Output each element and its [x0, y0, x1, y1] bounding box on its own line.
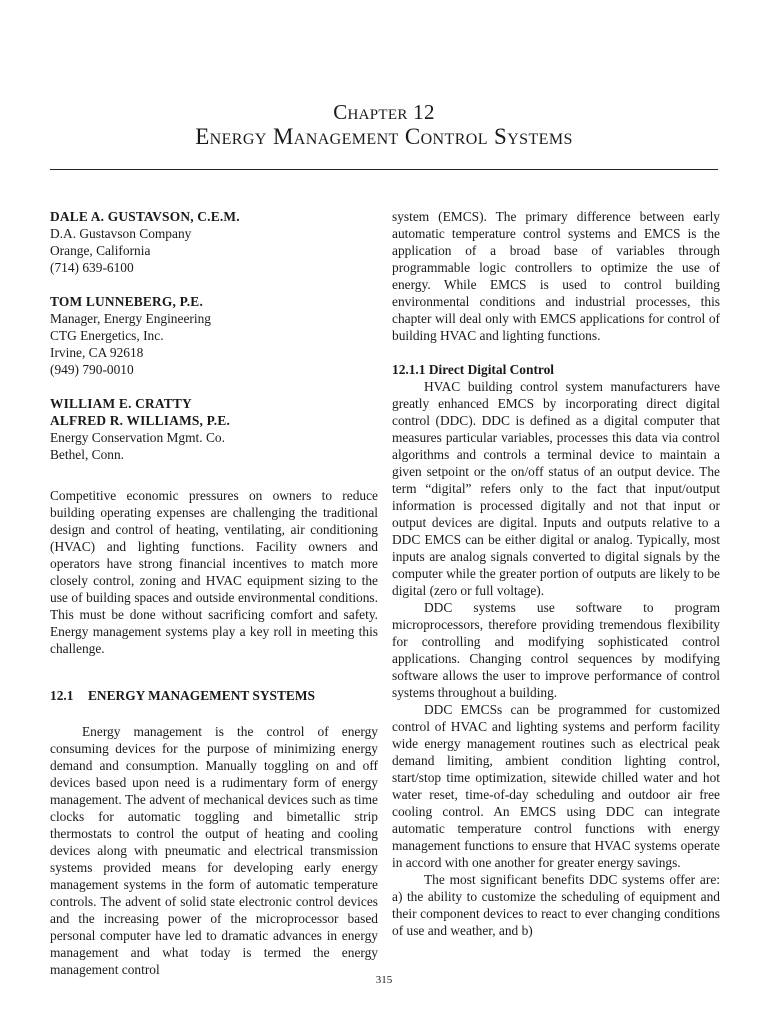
body-paragraph: DDC systems use software to program microprocessors, therefore providing tremendous flexibility for controlling and modifying sophisticated control applications. Changing control sequences by modifying software allows the user to improve performance of control systems throughout a building.: [392, 600, 720, 700]
section-paragraph: Energy management is the control of energy consuming devices for the purpose of minimizing energy demand and consumption. Manually toggling on and off devices based upon need is a rudimentary form of energy management. The advent of mechanical devices such as time clocks for automatic toggling and bimetallic strip thermostats to control the output of heating and cooling devices along with pneumatic and electrical transmission systems provided means for developing early energy management systems in the form of automatic temperature controls. The advent of solid state electronic control devices and the increasing power of the microprocessor based personal computer have led to dramatic advances in energy management and what today is termed the energy management control: [50, 724, 378, 977]
author-title: Manager, Energy Engineering: [50, 311, 211, 326]
left-column: [50, 208, 378, 978]
author-name: WILLIAM E. CRATTY: [50, 396, 192, 411]
section-number: 12.1: [50, 688, 74, 703]
chapter-title: Energy Management Control Systems: [195, 124, 573, 149]
author-affiliation: CTG Energetics, Inc.: [50, 328, 164, 343]
subsection-heading: 12.1.1 Direct Digital Control: [392, 362, 555, 377]
author-block-2: [50, 293, 378, 378]
section-heading: [50, 687, 378, 704]
author-phone: (714) 639-6100: [50, 260, 134, 275]
body-paragraph: The most significant benefits DDC systems offer are: a) the ability to customize the scheduling of equipment and their component devices to react to ever changing conditions of use and weather, and b): [392, 872, 720, 938]
author-block-3: [50, 395, 378, 463]
section-title: ENERGY MANAGEMENT SYSTEMS: [88, 688, 315, 703]
author-name: DALE A. GUSTAVSON, C.E.M.: [50, 209, 240, 224]
intro-paragraph: Competitive economic pressures on owners to reduce building operating expenses are challenging the traditional design and control of heating, ventilating, air conditioning (HVAC) and lighting functions. Facility owners and operators have strong financial incentives to match more closely control, zoning and HVAC equipment sizing to the use of building spaces and outside environmental conditions. This must be done without sacrificing comfort and safety. Energy management systems play a key roll in meeting this challenge.: [50, 488, 378, 656]
page-number: 315: [375, 974, 393, 986]
author-location: Bethel, Conn.: [50, 447, 125, 462]
author-affiliation: Energy Conservation Mgmt. Co.: [50, 430, 225, 445]
author-name: TOM LUNNEBERG, P.E.: [50, 294, 203, 309]
title-rule: [50, 169, 718, 170]
body-paragraph: DDC EMCSs can be programmed for customized control of HVAC and lighting systems and perform facility wide energy management routines such as electrical peak demand limiting, ambient condition lighting control, start/stop time optimization, sitewide chilled water and hot water reset, time-of-day scheduling and outdoor air free cooling control. An EMCS using DDC can integrate automatic temperature control functions with energy management functions to ensure that HVAC systems operate in accord with one another for greater energy savings.: [392, 702, 720, 870]
body-paragraph: HVAC building control system manufacturers have greatly enhanced EMCS by incorporating direct digital control (DDC). DDC is defined as a digital computer that measures particular variables, processes this data via control algorithms and controls a terminal device to maintain a given setpoint or the on/off status of an output device. The term “digital” refers only to the fact that input/output information is processed digitally and not that input or output devices are digital. Inputs and outputs relative to a DDC EMCS can be either digital or analog. Typically, most inputs are analog signals converted to digital signals by the computer while the greater portion of outputs are likely to be digital (zero or full voltage).: [392, 379, 720, 598]
author-phone: (949) 790-0010: [50, 362, 134, 377]
author-block-1: [50, 208, 378, 276]
author-name: ALFRED R. WILLIAMS, P.E.: [50, 413, 231, 428]
chapter-number: Chapter 12: [333, 100, 435, 124]
author-affiliation: D.A. Gustavson Company: [50, 226, 192, 241]
author-location: Orange, California: [50, 243, 151, 258]
author-location: Irvine, CA 92618: [50, 345, 144, 360]
continuation-paragraph: system (EMCS). The primary difference between early automatic temperature control systems and EMCS is the application of a broad base of variables through programmable logic controllers to optimize the use of energy. While EMCS is used to control building environmental conditions and industrial processes, this chapter will deal only with EMCS applications for control of building HVAC and lighting functions.: [392, 209, 720, 343]
right-column: [392, 208, 720, 939]
